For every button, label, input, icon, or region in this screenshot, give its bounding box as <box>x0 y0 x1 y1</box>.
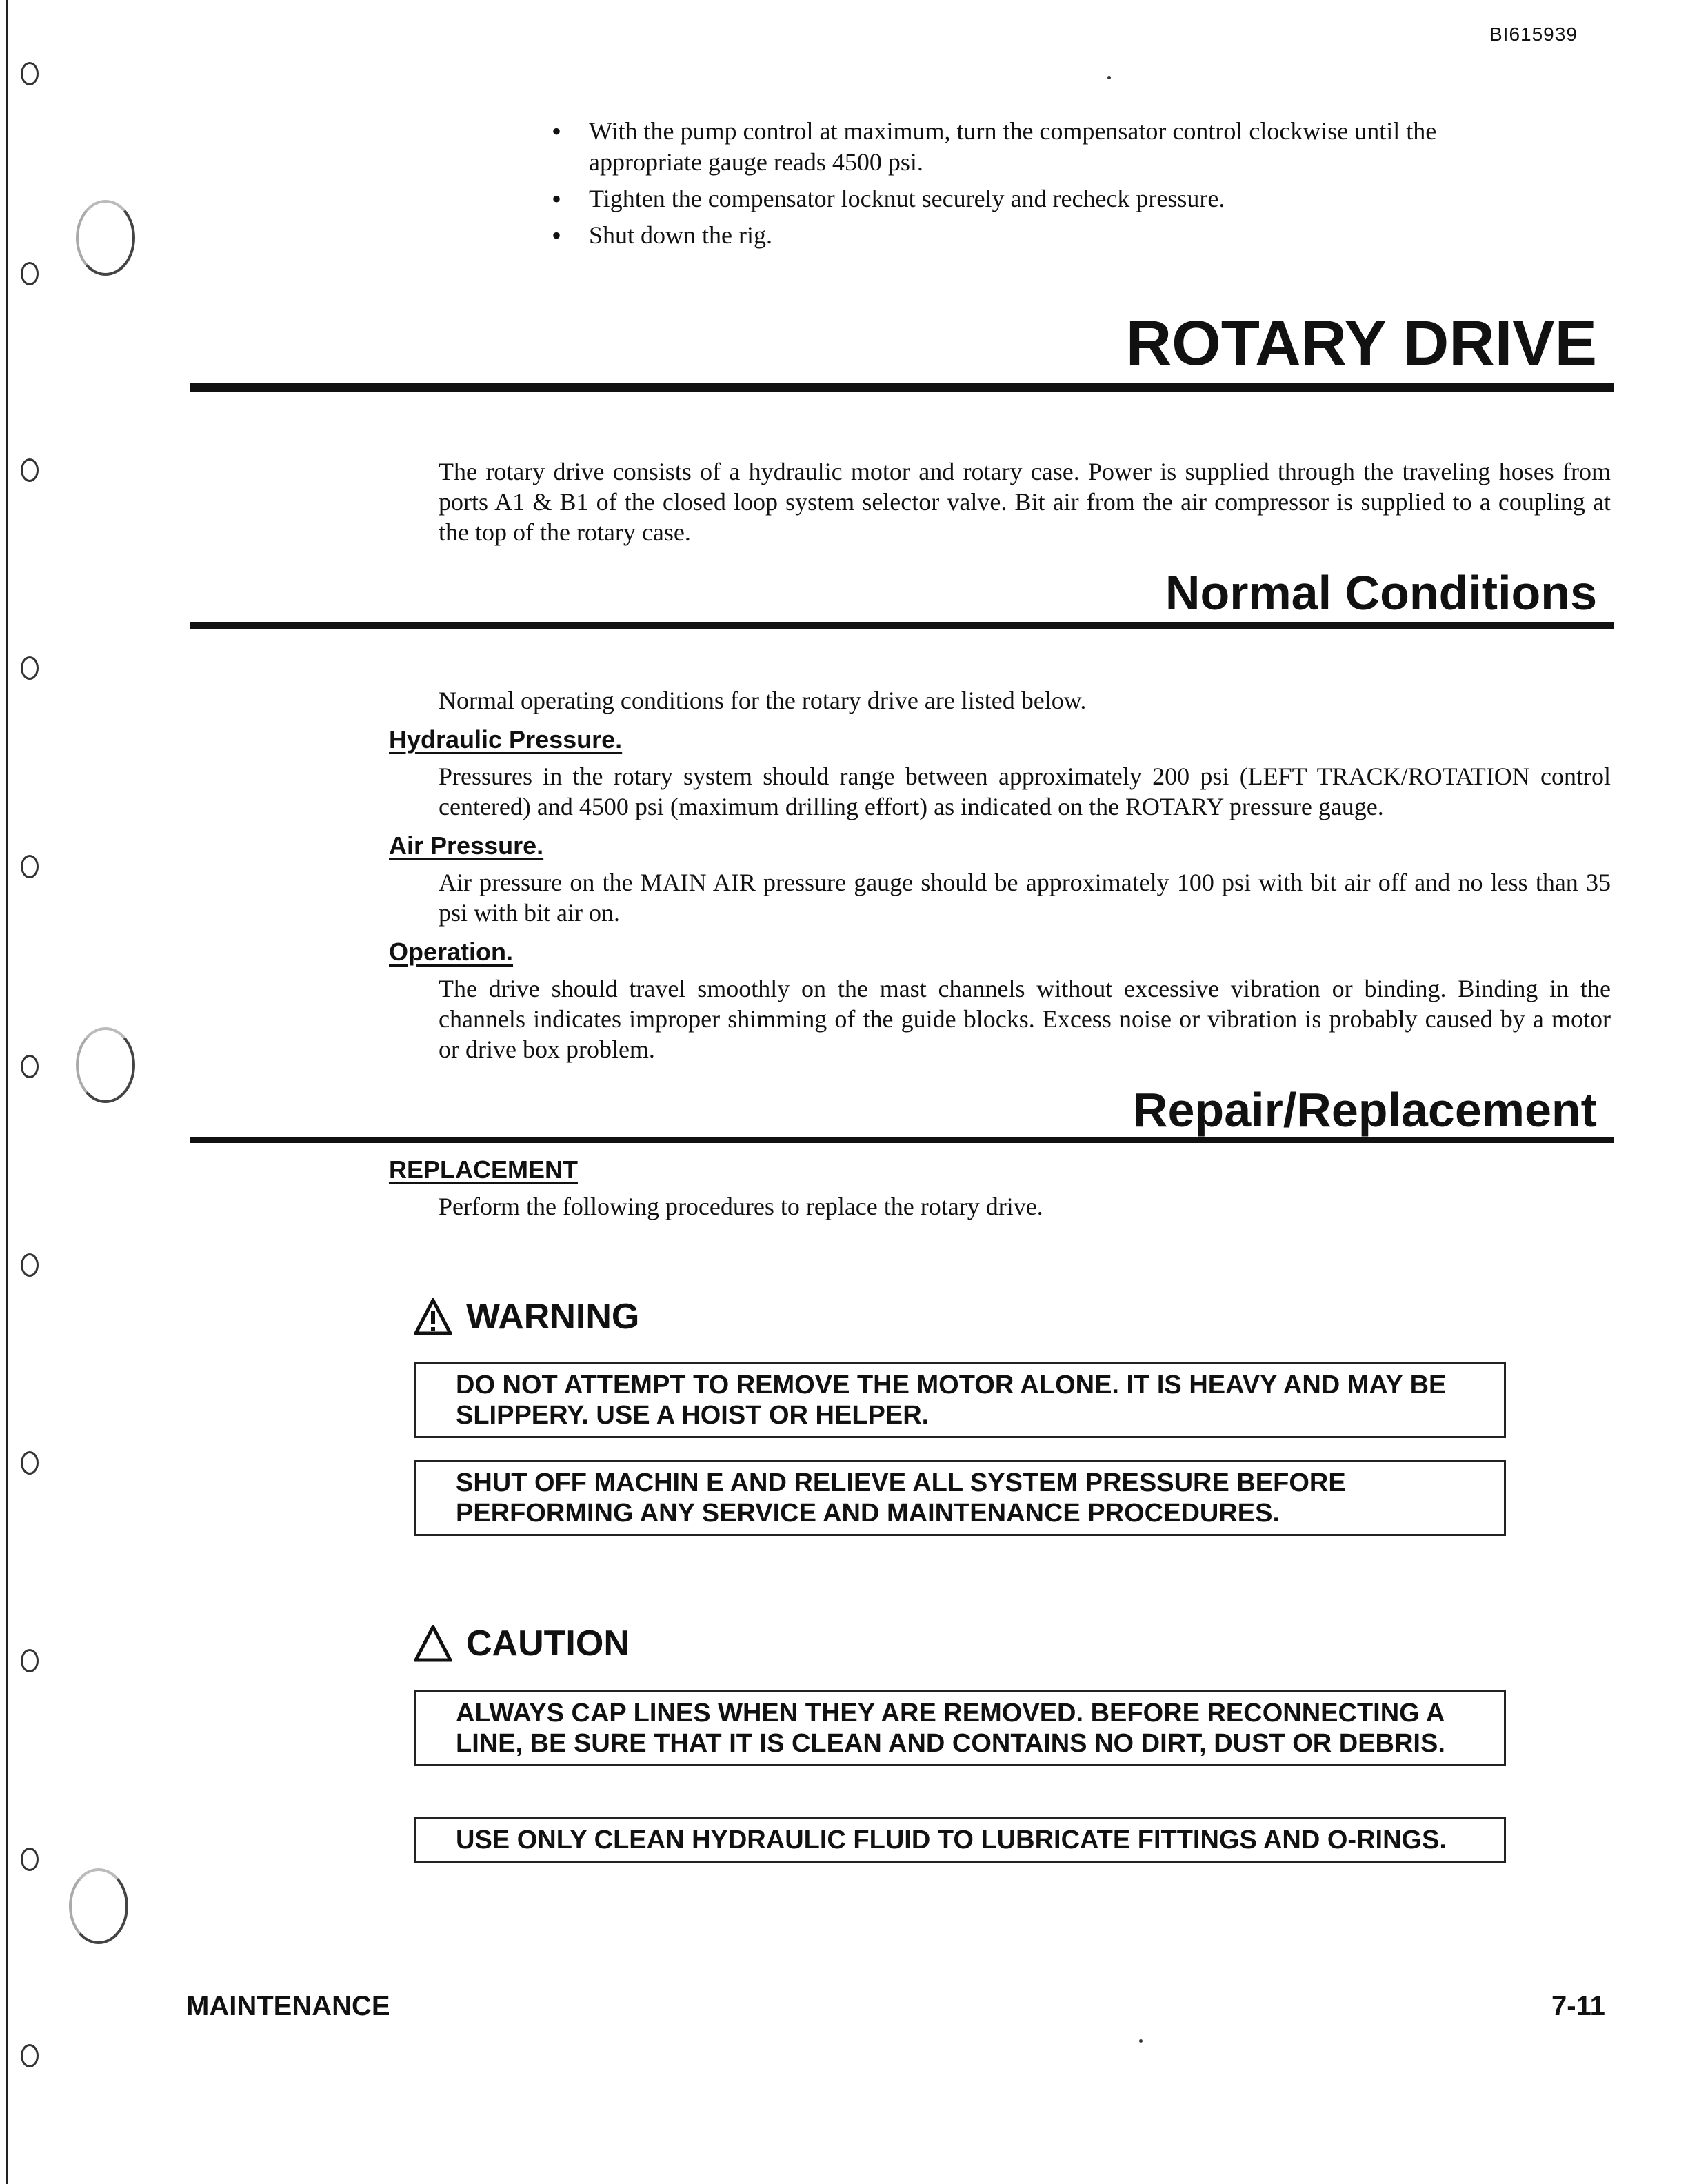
punch-hole <box>21 1451 39 1475</box>
punch-hole <box>21 1055 39 1078</box>
binder-ring-hole <box>69 1868 128 1944</box>
scan-speck <box>1107 76 1111 79</box>
warning-box: SHUT OFF MACHIN E AND RELIEVE ALL SYSTEM PRESSURE BEFORE PERFORMING ANY SERVICE AND MAINTENANCE PROCEDURES. <box>414 1460 1506 1536</box>
punch-hole <box>21 2044 39 2067</box>
caution-triangle-icon <box>414 1625 452 1662</box>
section-title-rotary-drive: ROTARY DRIVE <box>1125 308 1597 378</box>
section-rule <box>190 383 1614 392</box>
punch-hole <box>21 62 39 85</box>
bullet-item: • Tighten the compensator locknut securely and recheck pressure. <box>552 183 1545 214</box>
operation-text: The drive should travel smoothly on the mast channels without excessive vibration or binding. Binding in the channels indicates improper shimming of the guide blocks. Excess noise or vibration is probably caused by a motor or drive box problem. <box>439 975 1611 1063</box>
air-pressure-text: Air pressure on the MAIN AIR pressure gauge should be approximately 100 psi with bit air off and no less than 35 psi with bit air on. <box>439 869 1611 927</box>
punch-hole <box>21 855 39 878</box>
bullet-item: • Shut down the rig. <box>552 220 1545 251</box>
rotary-description: The rotary drive consists of a hydraulic motor and rotary case. Power is supplied through the traveling hoses from ports A1 & B1 of the closed loop system selector valve. Bit air from the air compressor is supplied to a coupling at the top of the rotary case. <box>439 458 1611 546</box>
section-title-repair-replacement: Repair/Replacement <box>1132 1083 1597 1137</box>
intro-bullet-list <box>552 116 1545 256</box>
binder-edge <box>6 0 8 2184</box>
binder-ring-hole <box>76 200 135 276</box>
punch-hole <box>21 1253 39 1277</box>
subhead-air-pressure: Air Pressure. <box>389 831 544 860</box>
footer-section: MAINTENANCE <box>186 1991 390 2021</box>
subhead-hydraulic-pressure: Hydraulic Pressure. <box>389 725 623 754</box>
warning-box: DO NOT ATTEMPT TO REMOVE THE MOTOR ALONE. IT IS HEAVY AND MAY BE SLIPPERY. USE A HOIST OR HELPER. <box>414 1362 1506 1438</box>
bullet-item: • With the pump control at maximum, turn the compensator control clockwise until the appropriate gauge reads 4500 psi. <box>552 116 1545 178</box>
binder-ring-hole <box>76 1027 135 1103</box>
warning-triangle-icon <box>414 1298 452 1335</box>
section-rule <box>190 622 1614 629</box>
caution-box: USE ONLY CLEAN HYDRAULIC FLUID TO LUBRICATE FITTINGS AND O-RINGS. <box>414 1817 1506 1863</box>
page-number: 7-11 <box>1551 1991 1605 2021</box>
punch-hole <box>21 1649 39 1672</box>
section-title-normal-conditions: Normal Conditions <box>1165 566 1597 620</box>
normal-intro: Normal operating conditions for the rotary drive are listed below. <box>439 687 1087 714</box>
replacement-text: Perform the following procedures to replace the rotary drive. <box>439 1193 1043 1220</box>
punch-hole <box>21 262 39 285</box>
hydraulic-pressure-text: Pressures in the rotary system should range between approximately 200 psi (LEFT TRACK/ROTATION control centered) and 4500 psi (maximum drilling effort) as indicated on the ROTARY pressure gauge. <box>439 762 1611 820</box>
punch-hole <box>21 656 39 680</box>
punch-hole <box>21 1848 39 1871</box>
subhead-operation: Operation. <box>389 938 514 966</box>
caution-label: CAUTION <box>466 1624 630 1664</box>
punch-hole <box>21 458 39 482</box>
document-id: BI615939 <box>1489 23 1578 45</box>
warning-heading <box>414 1296 639 1337</box>
subhead-replacement: REPLACEMENT <box>389 1155 579 1184</box>
caution-box: ALWAYS CAP LINES WHEN THEY ARE REMOVED. BEFORE RECONNECTING A LINE, BE SURE THAT IT IS CLEAN AND CONTAINS NO DIRT, DUST OR DEBRIS. <box>414 1690 1506 1766</box>
caution-heading <box>414 1623 630 1664</box>
warning-label: WARNING <box>466 1297 640 1337</box>
scan-speck <box>1139 2039 1143 2043</box>
section-rule <box>190 1138 1614 1143</box>
